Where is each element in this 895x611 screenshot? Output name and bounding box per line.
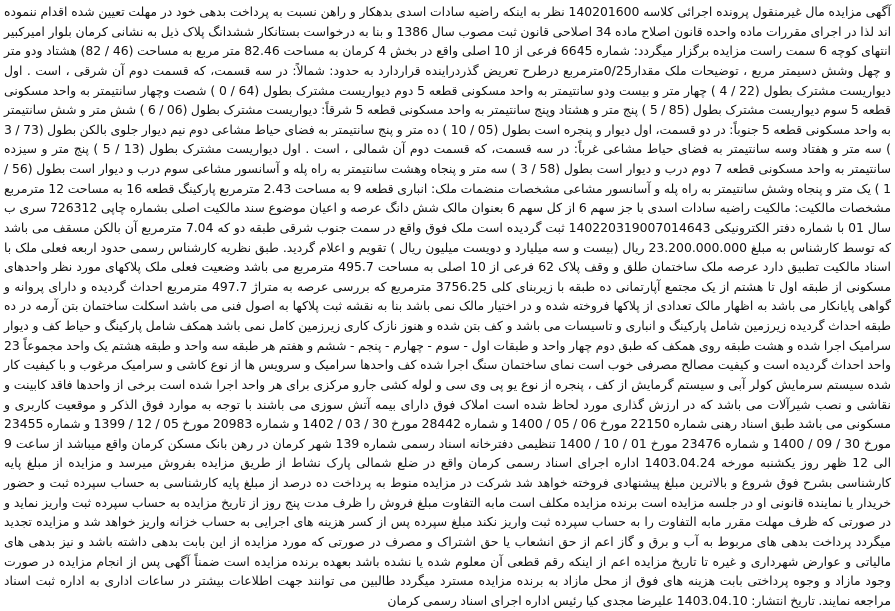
- notice-paragraph: آگهی مزایده مال غیرمنقول پرونده اجرائی کلاسه 140201600 نظر به اینکه راضیه سادات اسدی بدهکار و راهن نسبت به پرداخت بدهی خود در مهلت تعیین شده اقدام ننموده اند لذا در اجرای مقررات ماده واحده قانون اصلاح ماده 34 اصلاحی قانون ثبت مصوب سال 1386 و بنا به درخواست بستانکار ششدانگ پلاک ذیل به نشانی کرمان بلوار امیرکبیر انتهای کوچه 6 سمت راست مزایده برگزار میگردد: شماره 6645 فرعی از 10 اصلی واقع در بخش 4 کرمان به مساحت 82.46 متر مربع به مساحت (46 / 82) هشتاد ودو متر و چهل وشش دسیمتر مربع ، توضیحات ملک مقدار0/25مترمربع درطرح تعریض گذردراینده قراردارد به حدود: شمالاً: در سه قسمت، که قسمت دوم آن شرقی ، است . اول دیواریست مشترک بطول (22 / 4 ) چهار متر و بیست ودو سانتیمتر به واحد مسکونی قطعه 5 دوم دیواریست مشترک بطول (64 / 0 ) شصت وچهار سانتیمتر به واحد مسکونی قطعه 5 سوم دیواریست مشترک بطول (85 / 5 ) پنج متر و هشتاد وپنج سانتیمتر به واحد مسکونی قطعه 5 شرقاً: دیواریست مشترک بطول (06 / 6 ) شش متر و شش سانتیمتر به واحد مسکونی قطعه 5 جنوباً: در دو قسمت، اول دیوار و پنجره است بطول (05 / 10 ) ده متر و پنج سانتیمتر به فضای حیاط مشاعی دوم نیم دیوار جلوی بالکن بطول (73 / 3 ) سه متر و هفتاد وسه سانتیمتر به فضای حیاط مشاعی غرباً: در سه قسمت، که قسمت دوم آن شمالی ، است . اول دیواریست مشترک بطول (13 / 5 ) پنج متر و سیزده سانتیمتر به واحد مسکونی قطعه 7 دوم درب و دیوار است بطول (58 / 3 ) سه متر و پنجاه وهشت سانتیمتر به راه پله و آسانسور مشاعی سوم درب و دیوار است بطول (56 / 1 ) یک متر و پنجاه وشش سانتیمتر به راه پله و آسانسور مشاعی مشخصات منضمات ملک: انباری قطعه 9 به مساحت 2.43 مترمربع پارکینگ قطعه 16 به مساحت 12 مترمربع مشخصات مالکیت: مالکیت راضیه سادات اسدی با جز سهم 6 از کل سهم 6 بعنوان مالک شش دانگ عرصه و اعیان موضوع سند مالکیت اصلی بشماره چاپی 726312 سری ب سال 01 با شماره دفتر الکترونیکی 140220319007014643 ثبت گردیده است ملک فوق واقع در سمت جنوب شرقی طبقه دو که 7.04 مترمربع آن بالکن مسقف می باشد که توسط کارشناس به مبلغ 23.200.000.000 ریال (بیست و سه میلیارد و دویست میلیون ریال ) تقویم و اعلام گردید. طبق نظریه کارشناس رسمی حدود اربعه فعلی ملک با اسناد مالکیت تطبیق دارد عرصه ملک ساختمان طلق و وقف پلاک 62 فرعی از 10 اصلی به مساحت 495.7 مترمربع می باشد وضعیت فعلی ملک پلاکهای مورد نظر واحدهای مسکونی از طبقه اول تا هشتم از یک مجتمع آپارتمانی ده طبقه با زیربنای کلی 3756.25 مترمربع که بررسی عرصه به متراژ 497.7 مترمربع احداث گردیده و دارای پروانه و گواهی پایانکار می باشد به اظهار مالک تعدادی از پلاکها فروخته شده و در اختیار مالک نمی باشد بنا به نقشه ثبت پلاکها به اصول فنی می باشد اسکلت ساختمان بتن آرمه در ده طبقه احداث گردیده زیرزمین شامل پارکینگ و انباری و تاسیسات می باشد و کف بتن شده و هنوز نازک کاری زیرزمین کامل نمی باشد همکف شامل پارکینگ و حیاط کف و دیوار سرامیک اجرا شده و هشت طبقه روی همکف که طبق دوم چهار واحد و طبقات اول - سوم - چهارم - پنجم - ششم و هفتم هر طبقه سه واحد و طبقه هشتم یک واحد مجموعاً 23 واحد احداث گردیده است و کیفیت مصالح مصرفی خوب است نمای ساختمان سنگ اجرا شده کف واحدها سرامیک و سرویس ها از نوع کاشی و سرامیک مرغوب و با کیفیت کار شده سیستم سرمایش کولر آبی و سیستم گرمایش از کف ، پنجره از نوع یو پی وی سی و لوله کشی جارو مرکزی برای هر واحد اجرا شده است برخی از واحدها فاقد کابینت و نقاشی و نصب شیرآلات می باشد که در ارزش گذاری مورد لحاظ شده است املاک فوق دارای بیمه آتش سوزی می باشند با توجه به موارد فوق الذکر و موقعیت کاربری و مسکونی می باشد طبق اسناد رهنی شماره 22150 مورخ 06 / 05 / 1400 و شماره 28442 مورخ 30 / 03 / 1402 و شماره 20983 مورخ 05 / 12 / 1399 و شماره 23455 مورخ 30 / 09 / 1400 و شماره 23476 مورخ 01 / 10 / 1400 تنظیمی دفترخانه اسناد رسمی شماره 139 شهر کرمان در رهن بانک مسکن کرمان واقع میباشد از ساعت 9 الی 12 ظهر روز یکشنبه مورخه 1403.04.24 اداره اجرای اسناد رسمی کرمان واقع در ضلع شمالی پارک نشاط از طریق مزایده بفروش میرسد و مزایده از مبلغ پایه کارشناسی بشرح فوق شروع و بالاترین مبلغ پیشنهادی فروخته خواهد شد شرکت در مزایده منوط به پرداخت ده درصد از مبلغ پایه کارشناسی به حساب سپرده ثبت و حضور خریدار یا نماینده قانونی او در جلسه مزایده است برنده مزایده مکلف است مابه التفاوت مبلغ فروش را ظرف مدت پنج روز از تاریخ مزایده به حساب سپرده ثبت واریز نماید و در صورتی که ظرف مهلت مقرر مابه التفاوت را به حساب سپرده ثبت واریز نکند مبلغ سپرده پس از کسر هزینه های اجرایی به حساب خزانه واریز خواهد شد و مزایده تجدید میگردد پرداخت بدهی های مربوط به آب و برق و گاز اعم از حق انشعاب یا حق اشتراک و مصرف در صورتی که مورد مزایده از این بابت بدهی داشته باشد و نیز بدهی های مالیاتی و عوارض شهرداری و غیره تا تاریخ مزایده اعم از اینکه رقم قطعی آن معلوم شده یا نشده باشد بعهده برنده مزایده است ضمناً آگهی پس از انجام مزایده در صورت وجود مازاد و وجوه پرداختی بابت هزینه های فوق از محل مازاد به برنده مزایده مسترد میگردد طالبین می توانند جهت اطلاعات بیشتر در ساعات اداری به اداره ثبت اسناد مراجعه نمایند. تاریخ انتشار: 1403.04.10 علیرضا مجدی کیا رئیس اداره اجرای اسناد رسمی کرمان: [4, 4, 892, 608]
